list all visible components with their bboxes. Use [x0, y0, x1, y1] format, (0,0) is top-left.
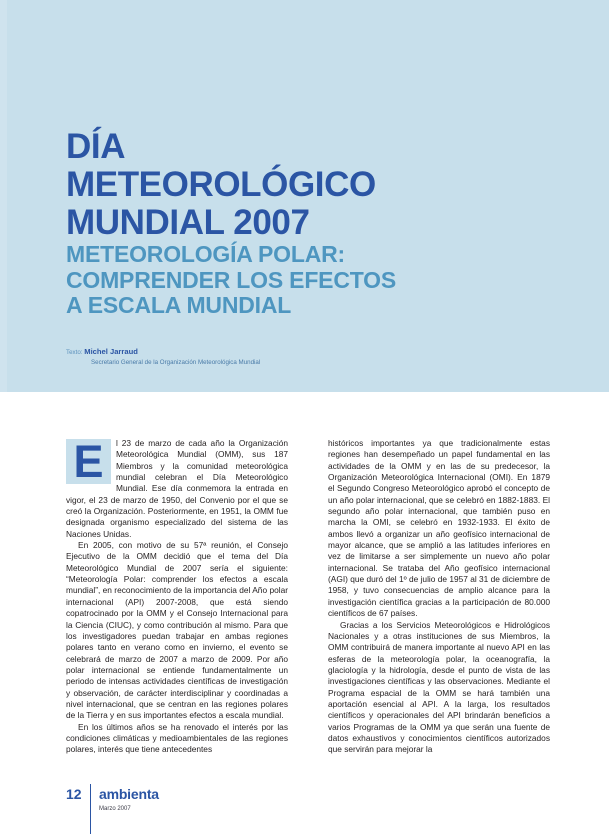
paragraph: históricos importantes ya que tradicionalmente estas regiones han desempeñado un papel fundamental en las actividades de la OMM y en las de su predecesor, la Organización Meteorológica Internacional (OMI). En 1879 el Segundo Congreso Meteorológico aprobó el concepto de un año polar internacional, que se celebró en 1882-1883. El segundo año polar internacional, que también puso en marcha la OMI, se celebró en 1932-1933. El éxito de ambos llevó a organizar un año geofísico internacional de mayor alcance, que se amplió a las latitudes inferiores en vez de limitarse a ser simplemente un nuevo año polar internacional. Se trataba del Año geofísico internacional (AGI) que duró del 1º de julio de 1957 al 31 de diciembre de 1958, y tuvo consecuencias de amplio alcance para la investigación científica gracias a la participación de 80.000 científicos de 67 países. — [328, 438, 550, 619]
page-subtitle-line-3: A ESCALA MUNDIAL — [66, 292, 292, 318]
page-footer — [66, 786, 316, 834]
issue-date: Marzo 2007 — [99, 806, 131, 812]
page-subtitle-line-2: COMPRENDER LOS EFECTOS — [66, 266, 396, 293]
article-body — [0, 438, 609, 778]
body-column-right — [328, 438, 550, 756]
body-column-left — [66, 438, 288, 756]
paragraph-text: l 23 de marzo de cada año la Organización Meteorológica Mundial (OMM), sus 187 Miembros y la comunidad meteorológica mundial celebran el Día Meteorológico Mundial. Ese día conmemora la entrada en vigor, el 23 de marzo de 1950, del Convenio por el que se creó la Organización. Posteriormente, en 1951, la OMM fue designada organismo especializado del sistema de las Naciones Unidas. — [66, 438, 288, 539]
page-subtitle-line-1: METEOROLOGÍA POLAR: — [66, 241, 346, 267]
page-title-line-1: DÍA — [66, 127, 126, 166]
paragraph: En los últimos años se ha renovado el interés por las condiciones climáticas y medioambientales de las regiones polares, interés que tiene antecedentes — [66, 721, 288, 755]
paragraph: En 2005, con motivo de su 57ª reunión, el Consejo Ejecutivo de la OMM decidió que el tema del Día Meteorológico Mundial de 2007 sería el siguiente: “Meteorología Polar: comprender los efectos a escala mundial”, en reconocimiento de la importancia del Año polar internacional (API) 2007-2008, que está siendo copatrocinado por la OMM y el Consejo Internacional para la Ciencia (CIUC), y como contribución al mismo. Para que los investigadores puedan trabajar en ambas regiones polares tanto en verano como en invierno, el evento se celebrará de marzo de 2007 a marzo de 2009. Por año polar internacional se entiende fundamentalmente un periodo de intensas actividades científicas de investigación y observación, de carácter interdisciplinar y coordinadas a nivel internacional, que se centran en las regiones polares de la Tierra y en sus importantes efectos a escala mundial. — [66, 540, 288, 721]
byline-author-row — [66, 347, 260, 357]
byline-label: Texto: — [66, 349, 83, 356]
article-title-block — [66, 128, 536, 319]
footer-divider — [90, 784, 91, 834]
paragraph — [66, 438, 288, 540]
page-title-line-3: MUNDIAL 2007 — [66, 203, 310, 242]
byline — [66, 347, 260, 367]
byline-role: Secretario General de la Organización Meteorológica Mundial — [91, 358, 261, 366]
page-number: 12 — [66, 786, 82, 802]
header-banner — [0, 0, 609, 392]
magazine-brand: ambienta — [99, 786, 159, 802]
paragraph: Gracias a los Servicios Meteorológicos e Hidrológicos Nacionales y a otras instituciones de sus Miembros, la OMM contribuirá de manera importante al nuevo API en las esferas de la meteorología polar, la oceanografía, la glaciología y la hidrología, desde el punto de vista de las investigaciones científicas y las observaciones. Mediante el Programa espacial de la OMM se hará también una aportación esencial al API. A la larga, los resultados científicos y operacionales del API brindarán beneficios a varios Programas de la OMM ya que serán una fuente de datos exhaustivos y conocimientos científicos autorizados que servirán para mejorar la — [328, 619, 550, 755]
drop-cap: E — [66, 439, 111, 484]
byline-author: Michel Jarraud — [84, 347, 138, 356]
banner-left-edge — [0, 0, 7, 392]
page-title-line-2: METEOROLÓGICO — [66, 165, 376, 204]
